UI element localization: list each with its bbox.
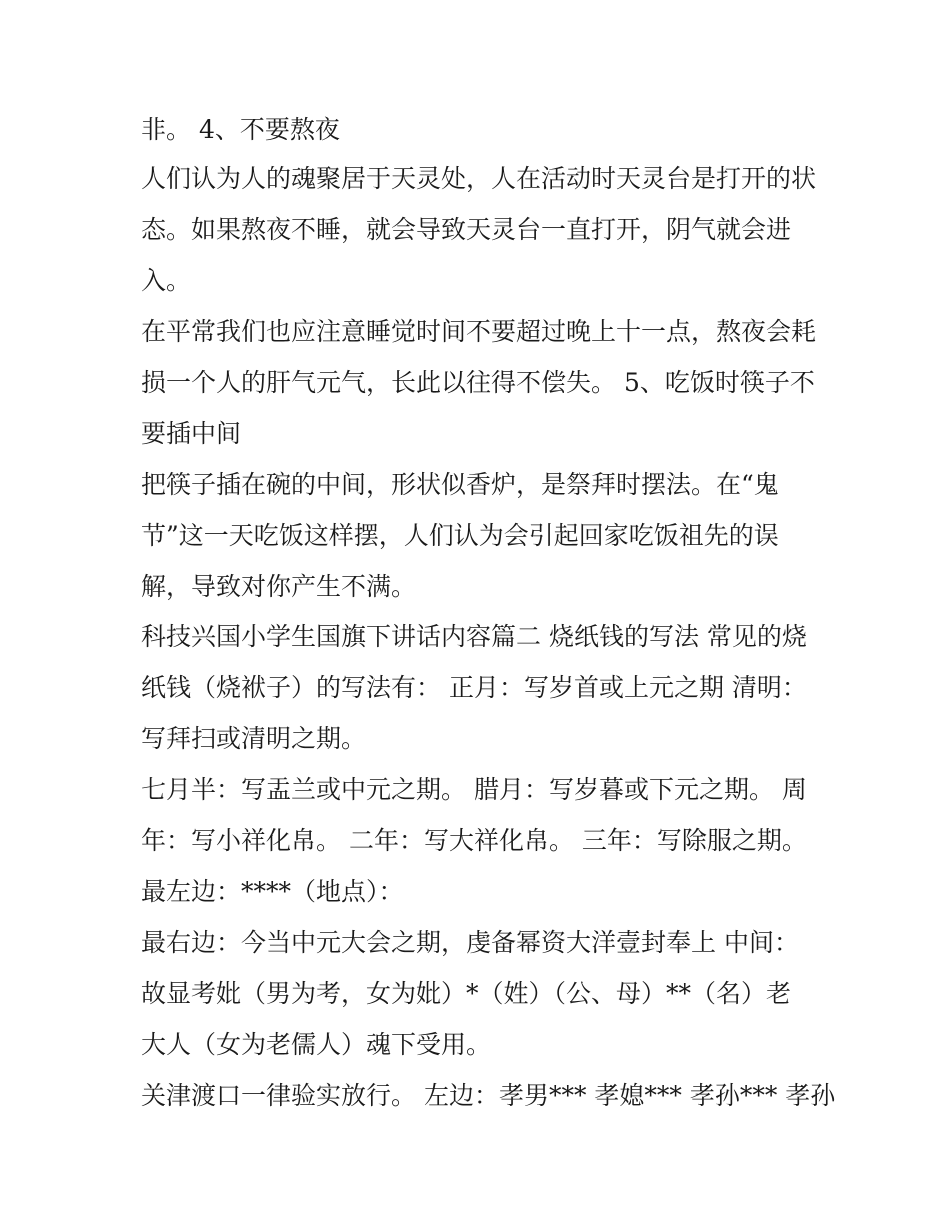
- text-line: 大人（女为老儒人）魂下受用。: [141, 1030, 492, 1059]
- text-line: 最左边：****（地点）：: [141, 877, 404, 906]
- text-line: 态。如果熬夜不睡，就会导致天灵台一直打开，阴气就会进: [141, 215, 792, 244]
- text-line: 节”这一天吃饭这样摆，人们认为会引起回家吃饭祖先的误: [141, 521, 779, 550]
- text-line: 解，导致对你产生不满。: [141, 572, 417, 601]
- text-line: 损一个人的肝气元气，长此以往得不偿失。 5、吃饭时筷子不: [141, 368, 815, 397]
- text-line: 人们认为人的魂聚居于天灵处，人在活动时天灵台是打开的状: [141, 164, 817, 193]
- text-line: 在平常我们也应注意睡觉时间不要超过晚上十一点，熬夜会耗: [141, 317, 817, 346]
- text-line: 科技兴国小学生国旗下讲话内容篇二 烧纸钱的写法 常见的烧: [141, 622, 807, 651]
- text-line: 非。 4、不要熬夜: [141, 115, 340, 144]
- text-line: 入。: [141, 266, 192, 295]
- text-line: 故显考妣（男为考，女为妣）*（姓）（公、母）**（名）老: [141, 979, 792, 1008]
- text-line: 写拜扫或清明之期。: [141, 724, 367, 753]
- text-line: 要插中间: [141, 419, 242, 448]
- text-line: 最右边：今当中元大会之期，虔备幂资大洋壹封奉上 中间：: [141, 928, 799, 957]
- text-line: 把筷子插在碗的中间，形状似香炉，是祭拜时摆法。在“鬼: [141, 470, 779, 499]
- text-line: 七月半：写盂兰或中元之期。 腊月：写岁暮或下元之期。 周: [141, 775, 807, 804]
- text-line: 年：写小祥化帛。 二年：写大祥化帛。 三年：写除服之期。: [141, 826, 807, 855]
- text-line: 纸钱（烧袱子）的写法有： 正月：写岁首或上元之期 清明：: [141, 673, 807, 702]
- text-line: 关津渡口一律验实放行。 左边：孝男*** 孝媳*** 孝孙*** 孝孙: [141, 1081, 836, 1110]
